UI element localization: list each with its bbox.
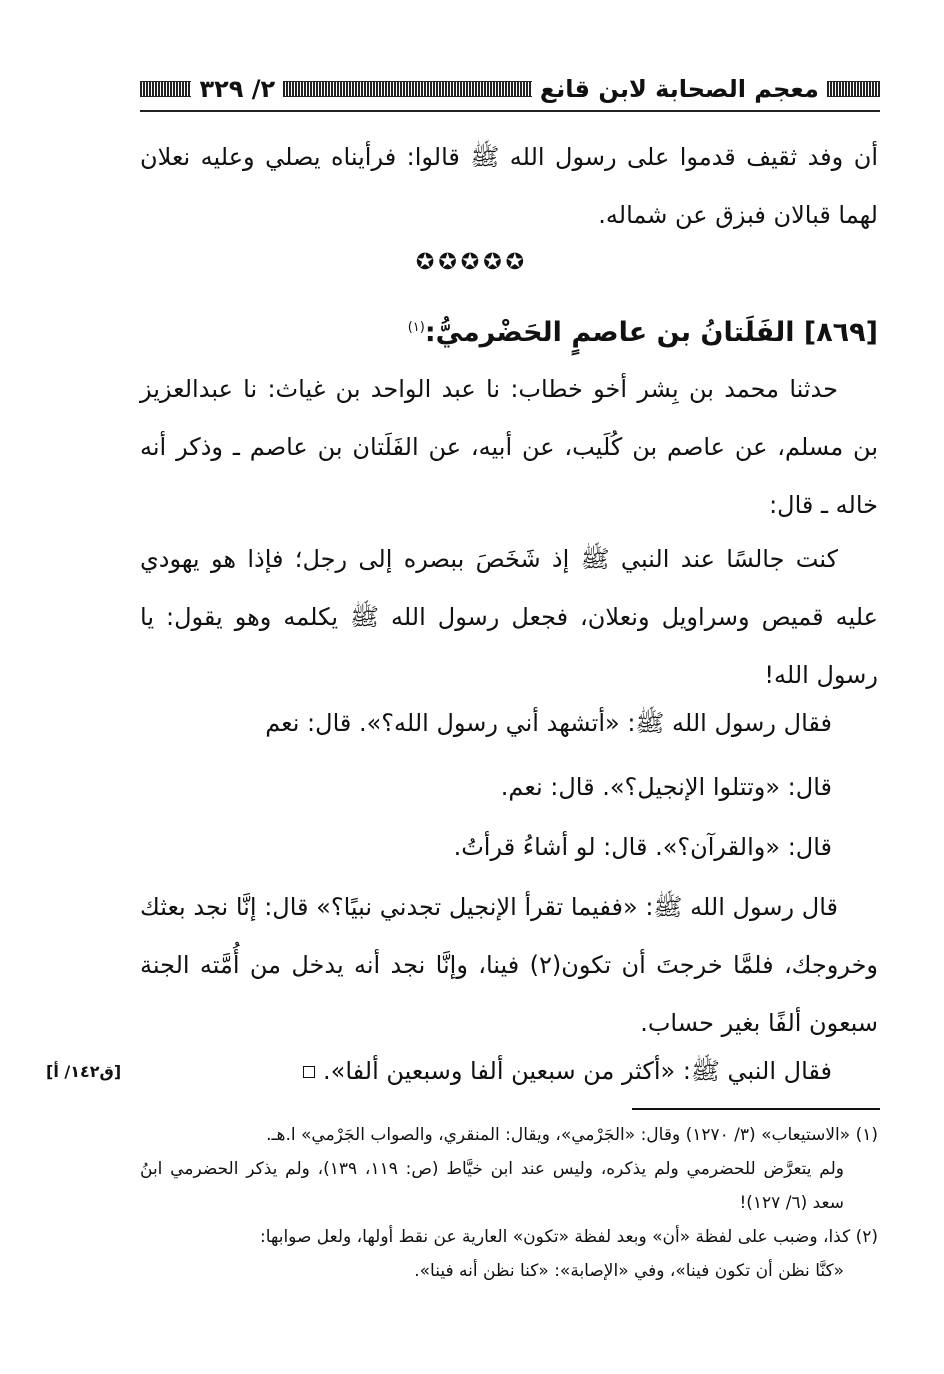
footnote-2 (140, 1220, 878, 1288)
dialogue-line-final (132, 1042, 832, 1100)
book-title: معجم الصحابة لابن قانع (539, 75, 819, 103)
footnote-1 (140, 1118, 878, 1220)
section-separator-stars: ✪✪✪✪✪ (415, 250, 529, 275)
header-rule (140, 110, 880, 112)
page-number: ٢/ ٣٢٩ (199, 75, 276, 103)
paragraph-1: أن وفد ثقيف قدموا على رسول الله ﷺ قالوا: فرأيناه يصلي وعليه نعلان لهما قبالان فبزق عن شماله. (140, 143, 878, 229)
header-ornament-right (827, 81, 880, 97)
footnote-1-line-1: (١) «الاستيعاب» (٣/ ١٢٧٠) وقال: «الجَرْمي»، ويقال: المنقري، والصواب الجَرْمي» ا.هـ. (266, 1125, 878, 1145)
footnote-rule (632, 1108, 880, 1110)
end-square-icon (303, 1066, 315, 1078)
final-line-text: فقال النبي ﷺ: «أكثر من سبعين ألفا وسبعين ألفا». (323, 1057, 832, 1085)
dialogue-line-2: قال: «وتتلوا الإنجيل؟». قال: نعم. (500, 773, 832, 801)
manuscript-margin-note: [ق١٤٢/ أ] (46, 1062, 122, 1081)
footnote-1-line-2: ولم يتعرَّض للحضرمي ولم يذكره، وليس عند ابن خيَّاط (ص: ١١٩، ١٣٩)، ولم يذكر الحضرمي ابنُ سعد (٦/ ١٢٧)! (140, 1159, 844, 1213)
header-ornament-left (140, 81, 191, 97)
footnote-2-line-2: «كنَّا نظن أن تكون فينا»، وفي «الإصابة»: «كنا نظن أنه فينا». (414, 1261, 844, 1281)
dialogue-line-1: فقال رسول الله ﷺ: «أتشهد أني رسول الله؟». قال: نعم (265, 709, 832, 737)
header-ornament-middle (283, 81, 532, 97)
footnotes (140, 1118, 878, 1288)
paragraph-answer: قال رسول الله ﷺ: «ففيما تقرأ الإنجيل تجدني نبيًا؟» قال: إنَّا نجد بعثك وخروجك، فلمَّا خرجتَ أن تكون(٢) فينا، وإنَّا نجد أنه يدخل من أُمَّته الجنة سبعون ألفًا بغير حساب. (140, 893, 879, 1037)
footnote-ref-1: (١) (407, 320, 425, 335)
entry-title (140, 300, 878, 361)
paragraph-isnad: حدثنا محمد بن بِشر أخو خطاب: نا عبد الواحد بن غياث: نا عبدالعزيز بن مسلم، عن عاصم بن كُلَيب، عن أبيه، عن الفَلَتان بن عاصم ـ وذكر أنه خاله ـ قال: (140, 375, 878, 519)
footnote-2-line-1: (٢) كذا، وضبب على لفظة «أن» وبعد لفظة «تكون» العارية عن نقط أولها، ولعل صوابها: (259, 1227, 878, 1247)
entry-title-text: [٨٦٩] الفَلَتانُ بن عاصمٍ الحَضْرميُّ: (424, 317, 878, 348)
dialogue-line-3: قال: «والقرآن؟». قال: لو أشاءُ قرأتُ. (453, 833, 832, 861)
running-header (140, 66, 880, 112)
paragraph-narration: كنت جالسًا عند النبي ﷺ إذ شَخَصَ ببصره إلى رجل؛ فإذا هو يهودي عليه قميص وسراويل ونعلان، فجعل رسول الله ﷺ يكلمه وهو يقول: يا رسول الله! (140, 545, 878, 689)
